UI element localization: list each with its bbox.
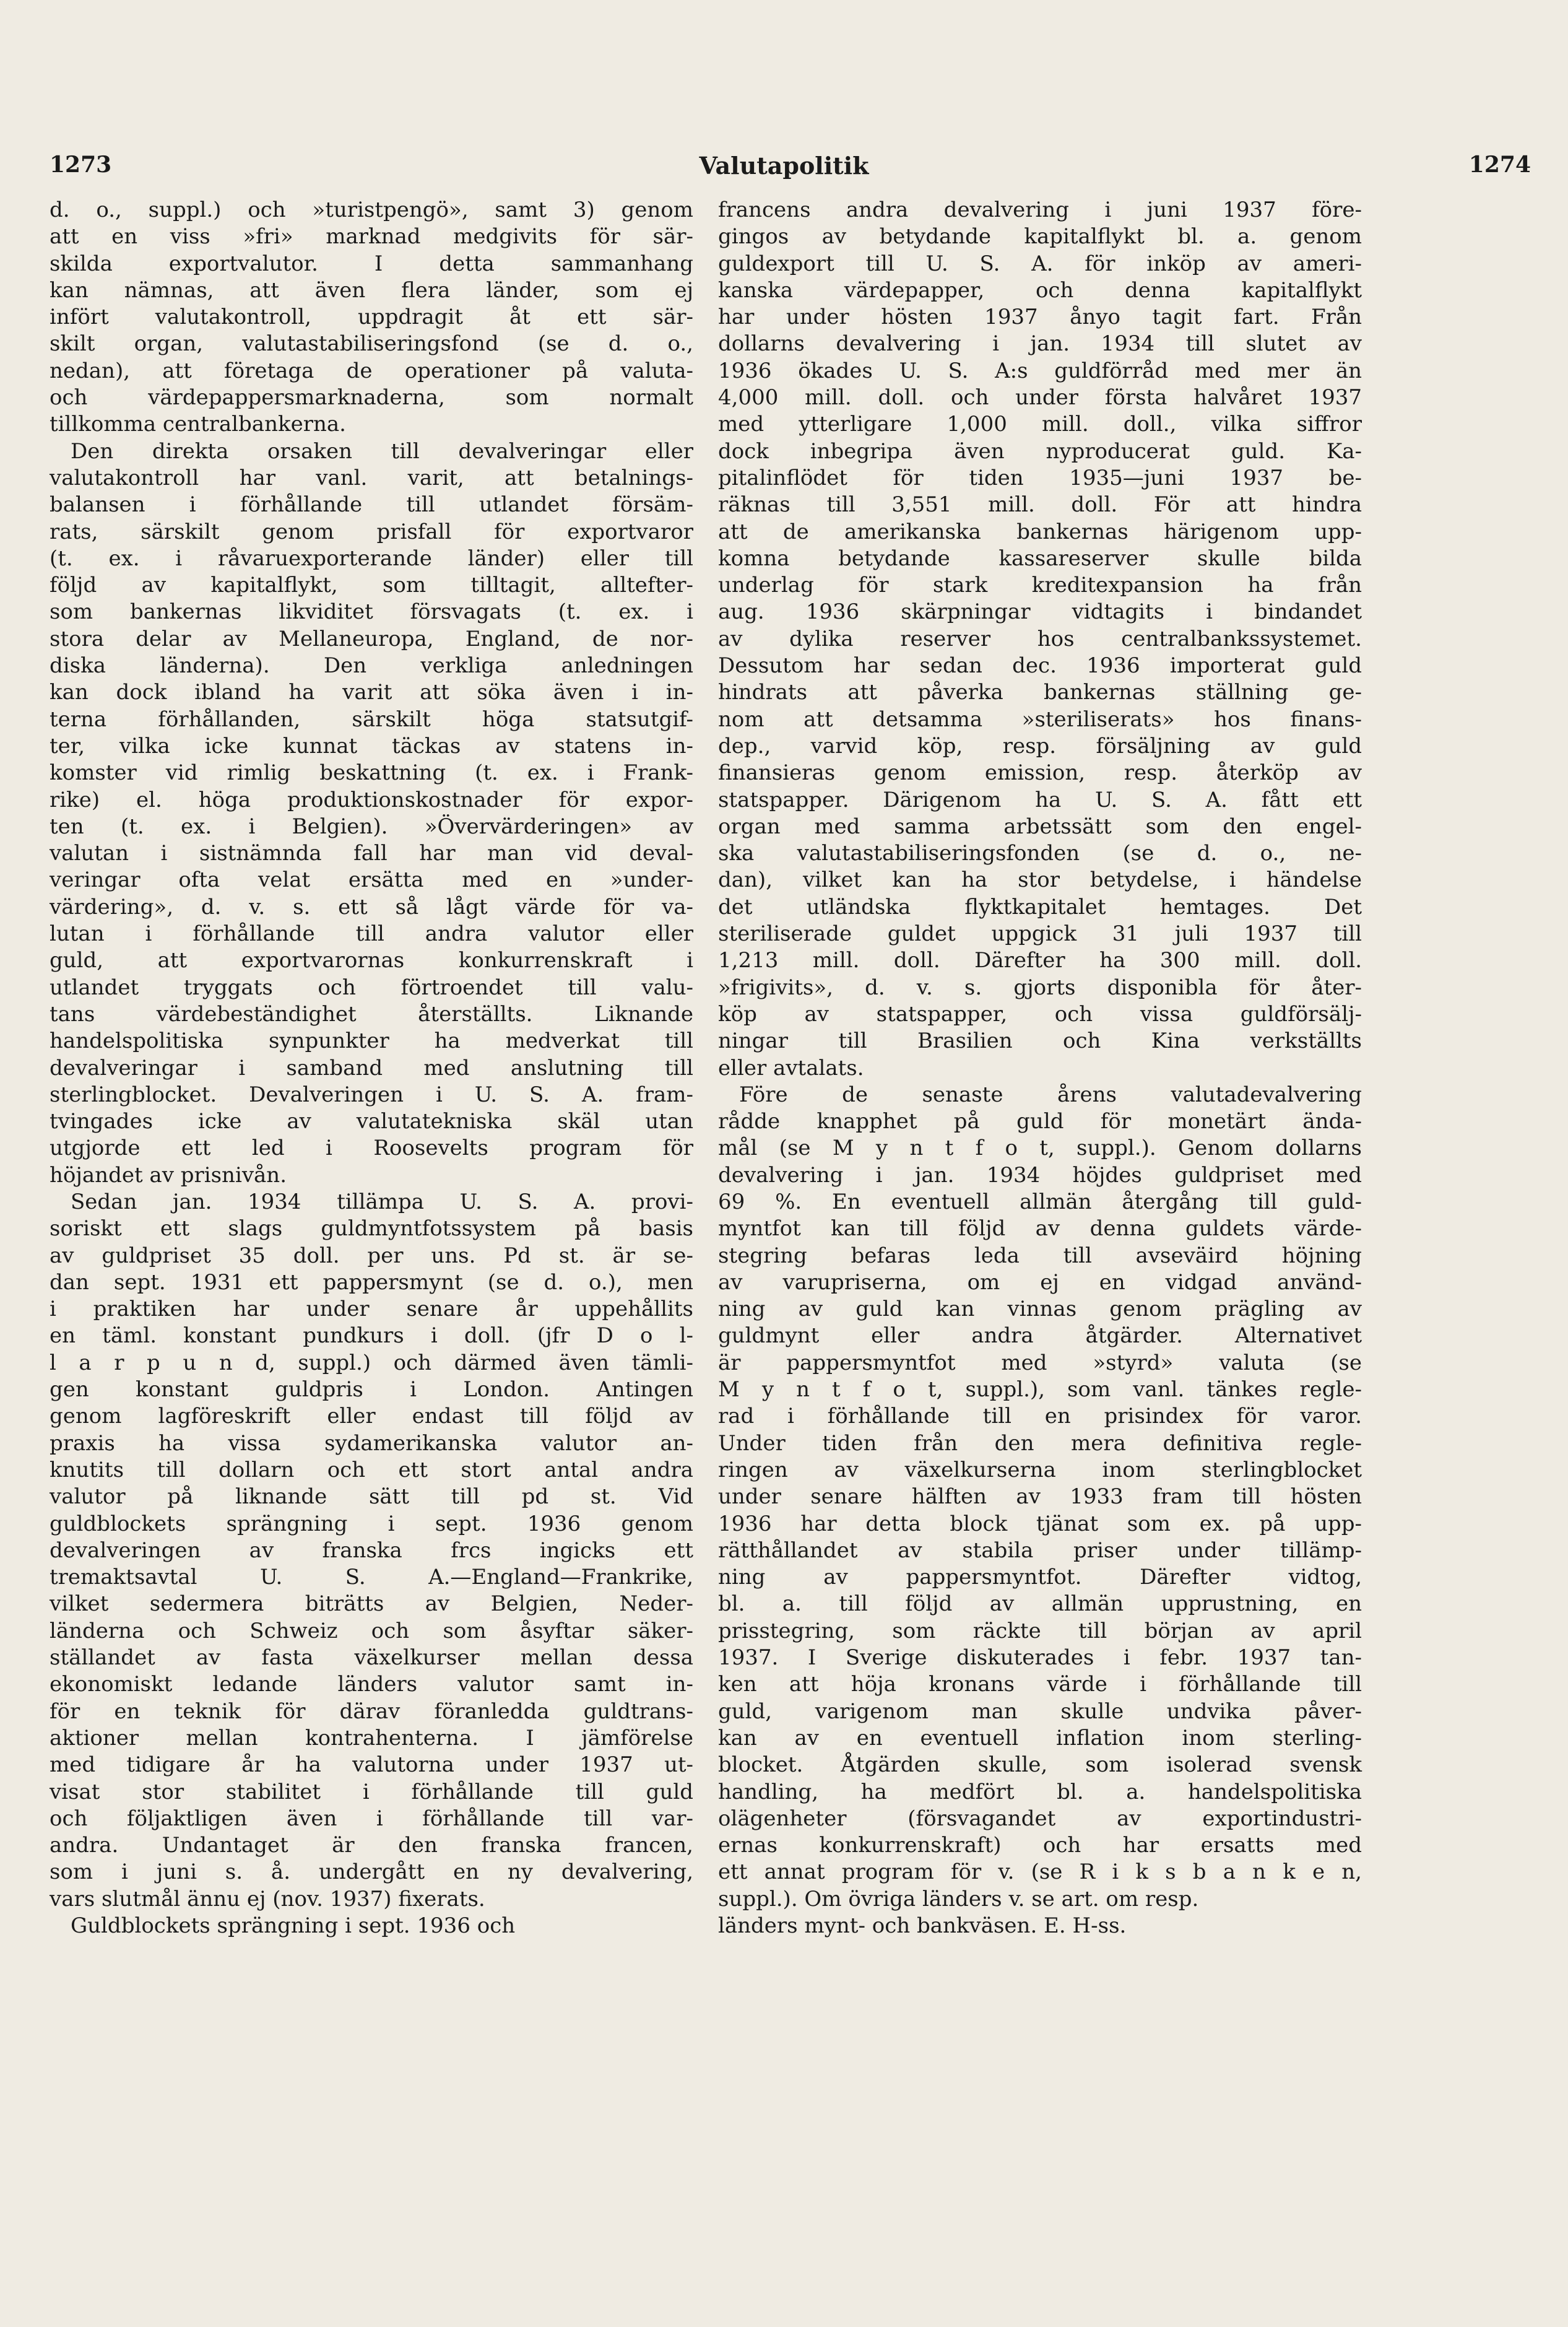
text-line: balansen i förhållande till utlandet försäm- (50, 492, 693, 518)
text-line: (t. ex. i råvaruexporterande länder) eller till (50, 546, 693, 571)
text-line: rätthållandet av stabila priser under tillämp- (718, 1538, 1362, 1563)
text-line: dock inbegripa även nyproducerat guld. Ka- (718, 438, 1362, 464)
text-line: och värdepappersmarknaderna, som normalt (50, 385, 693, 411)
text-line: 1936 har detta block tjänat som ex. på upp- (718, 1511, 1362, 1536)
text-line: stegring befaras leda till avseväird höjning (718, 1243, 1362, 1268)
text-line: olägenheter (försvagandet av exportindustri- (718, 1806, 1362, 1831)
text-line: handelspolitiska synpunkter ha medverkat till (50, 1029, 693, 1054)
text-line: d. o., suppl.) och »turistpengö», samt 3) genom (50, 198, 693, 222)
text-line: utlandet tryggats och förtroendet till valu- (50, 975, 693, 1000)
right-text-column (718, 197, 1362, 1939)
text-line: tremaktsavtal U. S. A.—England—Frankrike, (50, 1565, 693, 1590)
text-line: kan nämnas, att även flera länder, som ej (50, 277, 693, 303)
text-line: har under hösten 1937 ånyo tagit fart. Från (718, 305, 1362, 330)
text-line: 1936 ökades U. S. A:s guldförråd med mer än (718, 358, 1362, 383)
text-line: utgjorde ett led i Roosevelts program för (50, 1136, 693, 1161)
text-line: prisstegring, som räckte till början av april (718, 1618, 1362, 1643)
text-line: visat stor stabilitet i förhållande till guld (50, 1779, 693, 1804)
text-line: aktioner mellan kontrahenterna. I jämförelse (50, 1725, 693, 1751)
text-line: valutan i sistnämnda fall har man vid deval- (50, 841, 693, 866)
page-title: Valutapolitik (699, 152, 869, 180)
text-line: det utländska flyktkapitalet hemtages. Det (718, 894, 1362, 920)
text-line: underlag för stark kreditexpansion ha från (718, 573, 1362, 598)
text-line: steriliserade guldet uppgick 31 juli 1937 till (718, 921, 1362, 947)
text-line: ringen av växelkurserna inom sterlingblocket (718, 1457, 1362, 1482)
text-line: med tidigare år ha valutorna under 1937 ut- (50, 1752, 693, 1778)
text-line: handling, ha medfört bl. a. handelspolitiska (718, 1779, 1362, 1804)
text-line: rådde knapphet på guld för monetärt ända- (718, 1109, 1362, 1134)
text-line: rats, särskilt genom prisfall för exportvaror (50, 519, 693, 544)
text-line: bl. a. till följd av allmän upprustning, en (718, 1591, 1362, 1617)
text-line: Guldblockets sprängning i sept. 1936 och (71, 1913, 516, 1938)
text-line: statspapper. Därigenom ha U. S. A. fått ett (718, 787, 1362, 812)
text-line: valutakontroll har vanl. varit, att betalnings- (50, 465, 693, 490)
text-line: tillkomma centralbankerna. (50, 412, 346, 437)
text-line: ska valutastabiliseringsfonden (se d. o., ne- (718, 841, 1362, 866)
left-page-number: 1273 (50, 152, 112, 178)
text-line: att de amerikanska bankernas härigenom upp- (718, 519, 1362, 544)
text-line: komster vid rimlig beskattning (t. ex. i Frank- (50, 760, 693, 786)
text-line: eller avtalats. (718, 1055, 864, 1081)
text-line: ekonomiskt ledande länders valutor samt in- (50, 1672, 693, 1697)
text-line: som bankernas likviditet försvagats (t. ex. i (50, 599, 693, 625)
text-line: ning av guld kan vinnas genom prägling av (718, 1297, 1362, 1322)
text-line: genom lagföreskrift eller endast till följd av (50, 1404, 693, 1429)
text-line: köp av statspapper, och vissa guldförsälj- (718, 1001, 1362, 1027)
text-line: »frigivits», d. v. s. gjorts disponibla för åter- (718, 975, 1362, 1000)
text-line: ken att höja kronans värde i förhållande till (718, 1672, 1362, 1697)
text-line: ter, vilka icke kunnat täckas av statens in- (50, 733, 693, 759)
text-line: suppl.). Om övriga länders v. se art. om resp. (718, 1886, 1199, 1912)
text-line: blocket. Åtgärden skulle, som isolerad svensk (718, 1752, 1362, 1778)
text-line: guld, varigenom man skulle undvika påver- (718, 1698, 1362, 1724)
text-line: 4,000 mill. doll. och under första halvåret 1937 (718, 385, 1362, 411)
text-line: gingos av betydande kapitalflykt bl. a. genom (718, 224, 1362, 250)
text-line: guldblockets sprängning i sept. 1936 genom (50, 1511, 693, 1536)
text-line: under senare hälften av 1933 fram till hösten (718, 1484, 1362, 1510)
text-line: nom att detsamma »steriliserats» hos finans- (718, 707, 1362, 732)
text-line: francens andra devalvering i juni 1937 före- (718, 198, 1362, 222)
text-line: som i juni s. å. undergått en ny devalvering, (50, 1859, 693, 1885)
text-line: tvingades icke av valutatekniska skäl utan (50, 1109, 693, 1134)
text-line: devalveringar i samband med anslutning till (50, 1055, 693, 1081)
text-line: i praktiken har under senare år uppehållits (50, 1297, 693, 1322)
text-line: en täml. konstant pundkurs i doll. (jfr D o l- (50, 1323, 693, 1349)
text-line: stora delar av Mellaneuropa, England, de nor- (50, 626, 693, 651)
text-line: infört valutakontroll, uppdragit åt ett sär- (50, 305, 693, 330)
text-line: Under tiden från den mera definitiva regle- (718, 1430, 1362, 1456)
text-line: dep., varvid köp, resp. försäljning av guld (718, 733, 1362, 759)
text-line: hindrats att påverka bankernas ställning ge- (718, 680, 1362, 705)
text-line: 1937. I Sverige diskuterades i febr. 1937 tan- (718, 1645, 1362, 1671)
text-line: länderna och Schweiz och som åsyftar säker- (50, 1618, 693, 1643)
text-line: organ med samma arbetssätt som den engel- (718, 814, 1362, 839)
left-text-column (50, 197, 693, 1939)
text-line: följd av kapitalflykt, som tilltagit, alltefter- (50, 573, 693, 598)
text-line: dollarns devalvering i jan. 1934 till slutet av (718, 331, 1362, 357)
text-line: kanska värdepapper, och denna kapitalflykt (718, 277, 1362, 303)
text-line: devalveringen av franska frcs ingicks ett (50, 1538, 693, 1563)
text-line: av dylika reserver hos centralbankssystemet. (718, 626, 1362, 651)
text-line: aug. 1936 skärpningar vidtagits i bindandet (718, 599, 1362, 625)
text-line: veringar ofta velat ersätta med en »under- (50, 868, 693, 893)
text-line: gen konstant guldpris i London. Antingen (50, 1377, 693, 1403)
text-line: Den direkta orsaken till devalveringar eller (71, 438, 693, 464)
text-line: dan), vilket kan ha stor betydelse, i händelse (718, 868, 1362, 893)
text-line: finansieras genom emission, resp. återköp av (718, 760, 1362, 786)
text-line: nedan), att företaga de operationer på valuta- (50, 358, 693, 383)
text-line: guldmynt eller andra åtgärder. Alternativet (718, 1323, 1362, 1349)
text-line: ett annat program för v. (se R i k s b a n k e n, (718, 1859, 1362, 1885)
text-line: rad i förhållande till en prisindex för varor. (718, 1404, 1362, 1429)
text-line: sterlingblocket. Devalveringen i U. S. A. fram- (50, 1082, 693, 1107)
text-line: med ytterligare 1,000 mill. doll., vilka siffror (718, 412, 1362, 437)
text-line: är pappersmyntfot med »styrd» valuta (se (718, 1350, 1362, 1375)
text-line: vars slutmål ännu ej (nov. 1937) fixerats. (50, 1886, 485, 1912)
text-line: knutits till dollarn och ett stort antal andra (50, 1457, 693, 1482)
text-line: soriskt ett slags guldmyntfotssystem på basis (50, 1216, 693, 1242)
text-line: kan dock ibland ha varit att söka även i in- (50, 680, 693, 705)
text-line: Före de senaste årens valutadevalvering (739, 1082, 1362, 1107)
text-line: lutan i förhållande till andra valutor eller (50, 921, 693, 947)
text-line: höjandet av prisnivån. (50, 1162, 287, 1188)
text-line: rike) el. höga produktionskostnader för expor- (50, 787, 693, 812)
text-line: tans värdebeständighet återställts. Liknande (50, 1001, 693, 1027)
text-line: vilket sedermera biträtts av Belgien, Neder- (50, 1591, 693, 1617)
text-line: ningar till Brasilien och Kina verkställts (718, 1029, 1362, 1054)
text-line: att en viss »fri» marknad medgivits för sär- (50, 224, 693, 250)
text-line: Dessutom har sedan dec. 1936 importerat guld (718, 653, 1362, 679)
text-line: 1,213 mill. doll. Därefter ha 300 mill. doll. (718, 948, 1362, 973)
right-page-number: 1274 (1468, 152, 1531, 178)
text-line: 69 %. En eventuell allmän återgång till guld- (718, 1189, 1362, 1214)
text-line: mål (se M y n t f o t, suppl.). Genom dollarns (718, 1136, 1362, 1161)
text-line: dan sept. 1931 ett pappersmynt (se d. o.), men (50, 1269, 693, 1295)
text-line: guldexport till U. S. A. för inköp av ameri- (718, 251, 1362, 276)
text-line: för en teknik för därav föranledda guldtrans- (50, 1698, 693, 1724)
text-line: kan av en eventuell inflation inom sterling- (718, 1725, 1362, 1751)
text-line: Sedan jan. 1934 tillämpa U. S. A. provi- (71, 1189, 693, 1214)
text-line: praxis ha vissa sydamerikanska valutor an- (50, 1430, 693, 1456)
text-line: ten (t. ex. i Belgien). »Övervärderingen» av (50, 814, 693, 839)
text-line: valutor på liknande sätt till pd st. Vid (50, 1484, 693, 1510)
text-line: av varupriserna, om ej en vidgad använd- (718, 1269, 1362, 1295)
text-line: M y n t f o t, suppl.), som vanl. tänkes regle- (718, 1377, 1362, 1403)
text-line: ställandet av fasta växelkurser mellan dessa (50, 1645, 693, 1671)
text-line: länders mynt- och bankväsen. E. H-ss. (718, 1913, 1127, 1938)
text-line: guld, att exportvarornas konkurrenskraft i (50, 948, 693, 973)
text-line: pitalinflödet för tiden 1935—juni 1937 be- (718, 465, 1362, 490)
text-line: l a r p u n d, suppl.) och därmed även tämli- (50, 1350, 693, 1375)
text-line: och följaktligen även i förhållande till var- (50, 1806, 693, 1831)
text-line: av guldpriset 35 doll. per uns. Pd st. är se- (50, 1243, 693, 1268)
text-line: räknas till 3,551 mill. doll. För att hindra (718, 492, 1362, 518)
text-line: komna betydande kassareserver skulle bilda (718, 546, 1362, 571)
text-line: terna förhållanden, särskilt höga statsutgif- (50, 707, 693, 732)
text-line: devalvering i jan. 1934 höjdes guldpriset med (718, 1162, 1362, 1188)
text-line: diska länderna). Den verkliga anledningen (50, 653, 693, 679)
text-line: skilt organ, valutastabiliseringsfond (se d. o., (50, 331, 693, 357)
text-line: ning av pappersmyntfot. Därefter vidtog, (718, 1565, 1362, 1590)
text-line: skilda exportvalutor. I detta sammanhang (50, 251, 693, 276)
text-line: andra. Undantaget är den franska francen, (50, 1833, 693, 1858)
text-line: ernas konkurrenskraft) och har ersatts med (718, 1833, 1362, 1858)
text-line: värdering», d. v. s. ett så lågt värde för va- (50, 894, 693, 920)
page-header (0, 139, 1568, 189)
text-line: myntfot kan till följd av denna guldets värde- (718, 1216, 1362, 1242)
